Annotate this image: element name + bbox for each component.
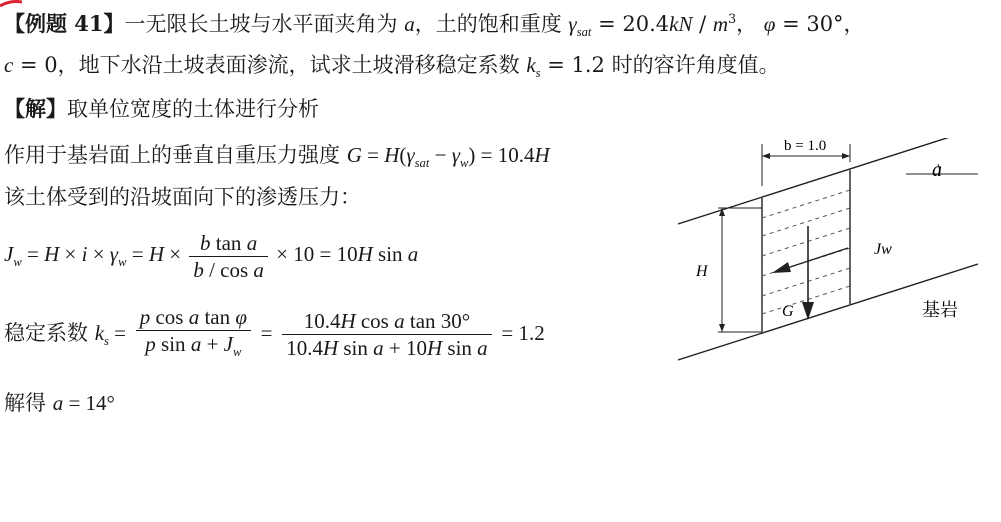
gravity-formula: $G = H(\gamma_{sat} - \gamma_w) = 10.4H$ [346, 143, 550, 171]
problem-text-1: 一无限长土坡与水平面夹角为 a，土的饱和重度 $\gamma_{sat} = 20.4kN / m^3$， φ = 30°， [124, 11, 865, 40]
weight-label: G [782, 303, 794, 320]
solution-line-1 [4, 94, 319, 124]
seepage-formula: $J_w = H \times i \times \gamma_w = H$ × $\frac{\text{b tan a}}{\text{b / cos a}}$ × 10 = 10H sin a [4, 230, 419, 282]
stability-fraction-1: $\frac{\text{p cos a tan φ}}{p \sin a + J_w}$ [136, 304, 251, 365]
seepage-denominator: b / cos a [193, 257, 264, 282]
stability-formula: 稳定系数 $k_s$ = $\frac{\text{p cos a tan φ}}{p \sin a + J_w}$ = $\frac{\text{10.4H cos a tan 30°}}{\text{10.4H sin a + 10H sin a}}$ = 1.2 [4, 304, 545, 369]
seepage-fraction [189, 230, 268, 283]
solution-step-1: 取单位宽度的土体进行分析 [67, 97, 319, 121]
example-tag: 【例题 41】 [4, 11, 125, 36]
solution-line-2 [4, 140, 550, 178]
stability-result: = 1.2 [501, 321, 545, 346]
solution-step-3: 该土体受到的沿坡面向下的渗透压力： [4, 185, 361, 209]
seepage-numerator: b tan a [189, 230, 268, 257]
problem-line-2 [4, 50, 780, 88]
width-label: b = 1.0 [784, 138, 827, 154]
solution-line-3 [4, 182, 361, 212]
problem-text-2: c = 0，地下水沿土坡表面渗流，试求土坡滑移稳定系数 $k_s = 1.2$ 时的容许角度值。 [4, 53, 780, 81]
slope-diagram [678, 138, 978, 378]
seepage-label: Jw [874, 241, 892, 258]
height-label: H [696, 263, 708, 280]
angle-label: a [932, 159, 942, 181]
solution-answer: 解得 a = 14° [4, 391, 115, 415]
bedrock-label: 基岩 [922, 300, 958, 321]
stability-fraction-2: $\frac{\text{10.4H cos a tan 30°}}{\text{10.4H sin a + 10H sin a}}$ [282, 308, 491, 361]
seepage-arrow [784, 248, 848, 269]
problem-line-1 [4, 4, 865, 47]
solution-step-2-text: 作用于基岩面上的垂直自重压力强度 [4, 143, 340, 167]
solution-tag: 【解】 [4, 96, 67, 121]
solution-step-5-text: 稳定系数 [4, 321, 88, 346]
